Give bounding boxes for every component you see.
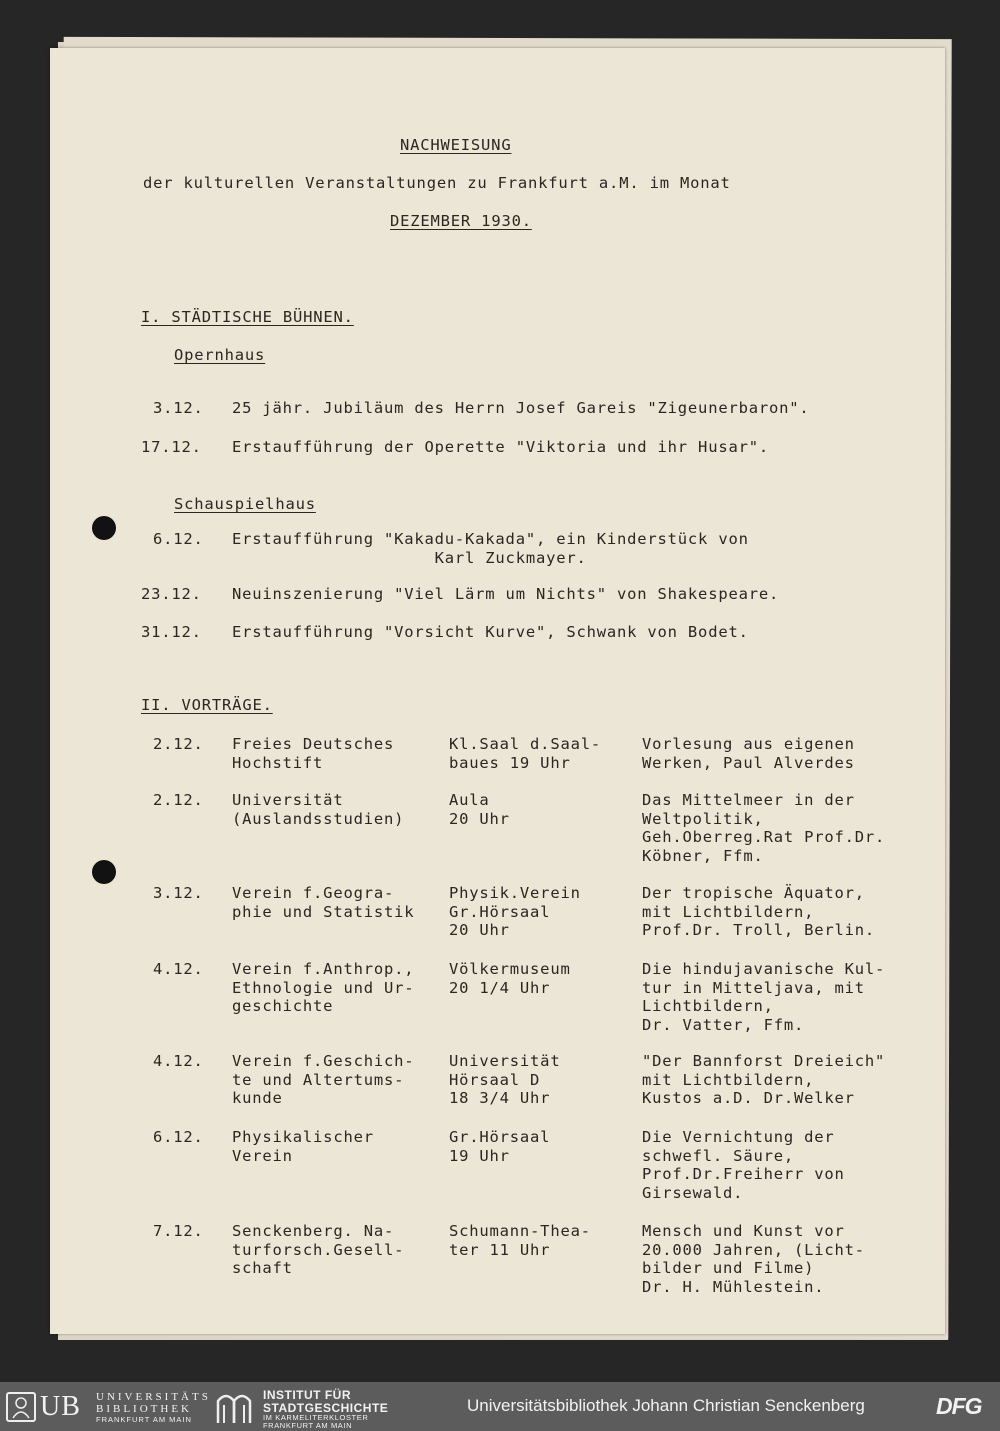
lecture-topic: Der tropische Äquator, mit Lichtbildern, Prof.Dr. Troll, Berlin. xyxy=(642,884,876,939)
subheading-schauspielhaus: Schauspielhaus xyxy=(174,495,316,513)
punch-hole xyxy=(92,516,116,540)
lecture-date: 4.12. xyxy=(153,1052,204,1070)
document-subtitle: der kulturellen Veranstaltungen zu Frankfurt a.M. im Monat xyxy=(143,174,731,192)
isg-logo-icon[interactable] xyxy=(214,1389,254,1425)
entry-date: 17.12. xyxy=(141,438,202,456)
entry-date: 6.12. xyxy=(153,530,204,548)
punch-hole xyxy=(92,860,116,884)
lecture-place: Universität Hörsaal D 18 3/4 Uhr xyxy=(449,1052,561,1107)
ub-logo-letters[interactable]: UB xyxy=(40,1391,81,1422)
lecture-date: 2.12. xyxy=(153,791,204,809)
lecture-place: Physik.Verein Gr.Hörsaal 20 Uhr xyxy=(449,884,581,939)
document-month: DEZEMBER 1930. xyxy=(390,212,532,230)
lecture-organizer: Freies Deutsches Hochstift xyxy=(232,735,395,772)
lecture-date: 4.12. xyxy=(153,960,204,978)
lecture-place: Völkermuseum 20 1/4 Uhr xyxy=(449,960,571,997)
ub-logo-icon[interactable] xyxy=(6,1392,36,1422)
lecture-date: 3.12. xyxy=(153,884,204,902)
entry-date: 31.12. xyxy=(141,623,202,641)
lecture-organizer: Physikalischer Verein xyxy=(232,1128,374,1165)
lecture-date: 6.12. xyxy=(153,1128,204,1146)
entry-text: Erstaufführung "Vorsicht Kurve", Schwank von Bodet. xyxy=(232,623,749,641)
entry-date: 23.12. xyxy=(141,585,202,603)
entry-date: 3.12. xyxy=(153,399,204,417)
ub-logo-text: FRANKFURT AM MAIN xyxy=(96,1415,192,1424)
ub-logo-text: UNIVERSITÄTS xyxy=(96,1391,211,1403)
lecture-place: Schumann-Thea- ter 11 Uhr xyxy=(449,1222,591,1259)
library-link[interactable]: Universitätsbibliothek Johann Christian Senckenberg xyxy=(467,1396,865,1415)
lecture-date: 2.12. xyxy=(153,735,204,753)
document-page xyxy=(50,48,945,1334)
lecture-topic: Vorlesung aus eigenen Werken, Paul Alverdes xyxy=(642,735,855,772)
entry-text: 25 jähr. Jubiläum des Herrn Josef Gareis "Zigeunerbaron". xyxy=(232,399,810,417)
lecture-organizer: Verein f.Geschich- te und Altertums- kunde xyxy=(232,1052,415,1107)
lecture-organizer: Verein f.Geogra- phie und Statistik xyxy=(232,884,415,921)
entry-text: Erstaufführung der Operette "Viktoria und ihr Husar". xyxy=(232,438,769,456)
entry-text: Neuinszenierung "Viel Lärm um Nichts" von Shakespeare. xyxy=(232,585,780,603)
ub-logo-text: BIBLIOTHEK xyxy=(96,1403,192,1415)
footer-bar xyxy=(0,1382,1000,1431)
entry-text: Erstaufführung "Kakadu-Kakada", ein Kinderstück von Karl Zuckmayer. xyxy=(232,530,749,567)
isg-logo-subtext: IM KARMELITERKLOSTER FRANKFURT AM MAIN xyxy=(263,1413,369,1430)
section-heading-vortraege: II. VORTRÄGE. xyxy=(141,696,273,714)
document-title: NACHWEISUNG xyxy=(400,136,512,154)
lecture-topic: Die Vernichtung der schwefl. Säure, Prof.Dr.Freiherr von Girsewald. xyxy=(642,1128,845,1202)
isg-logo-text: STADTGESCHICHTE xyxy=(263,1401,389,1415)
lecture-date: 7.12. xyxy=(153,1222,204,1240)
lecture-organizer: Universität (Auslandsstudien) xyxy=(232,791,405,828)
lecture-place: Aula 20 Uhr xyxy=(449,791,510,828)
lecture-organizer: Senckenberg. Na- turforsch.Gesell- schaft xyxy=(232,1222,405,1277)
lecture-topic: Die hindujavanische Kul- tur in Mitteljava, mit Lichtbildern, Dr. Vatter, Ffm. xyxy=(642,960,886,1034)
lecture-organizer: Verein f.Anthrop., Ethnologie und Ur- geschichte xyxy=(232,960,415,1015)
lecture-topic: Das Mittelmeer in der Weltpolitik, Geh.Oberreg.Rat Prof.Dr. Köbner, Ffm. xyxy=(642,791,886,865)
lecture-topic: Mensch und Kunst vor 20.000 Jahren, (Licht- bilder und Filme) Dr. H. Mühlestein. xyxy=(642,1222,865,1296)
lecture-place: Kl.Saal d.Saal- baues 19 Uhr xyxy=(449,735,601,772)
lecture-place: Gr.Hörsaal 19 Uhr xyxy=(449,1128,551,1165)
section-heading-buehnen: I. STÄDTISCHE BÜHNEN. xyxy=(141,308,354,326)
subheading-opernhaus: Opernhaus xyxy=(174,346,266,364)
isg-logo-text: INSTITUT FÜR xyxy=(263,1388,351,1402)
dfg-logo[interactable]: DFG xyxy=(936,1393,982,1419)
lecture-topic: "Der Bannforst Dreieich" mit Lichtbildern, Kustos a.D. Dr.Welker xyxy=(642,1052,886,1107)
